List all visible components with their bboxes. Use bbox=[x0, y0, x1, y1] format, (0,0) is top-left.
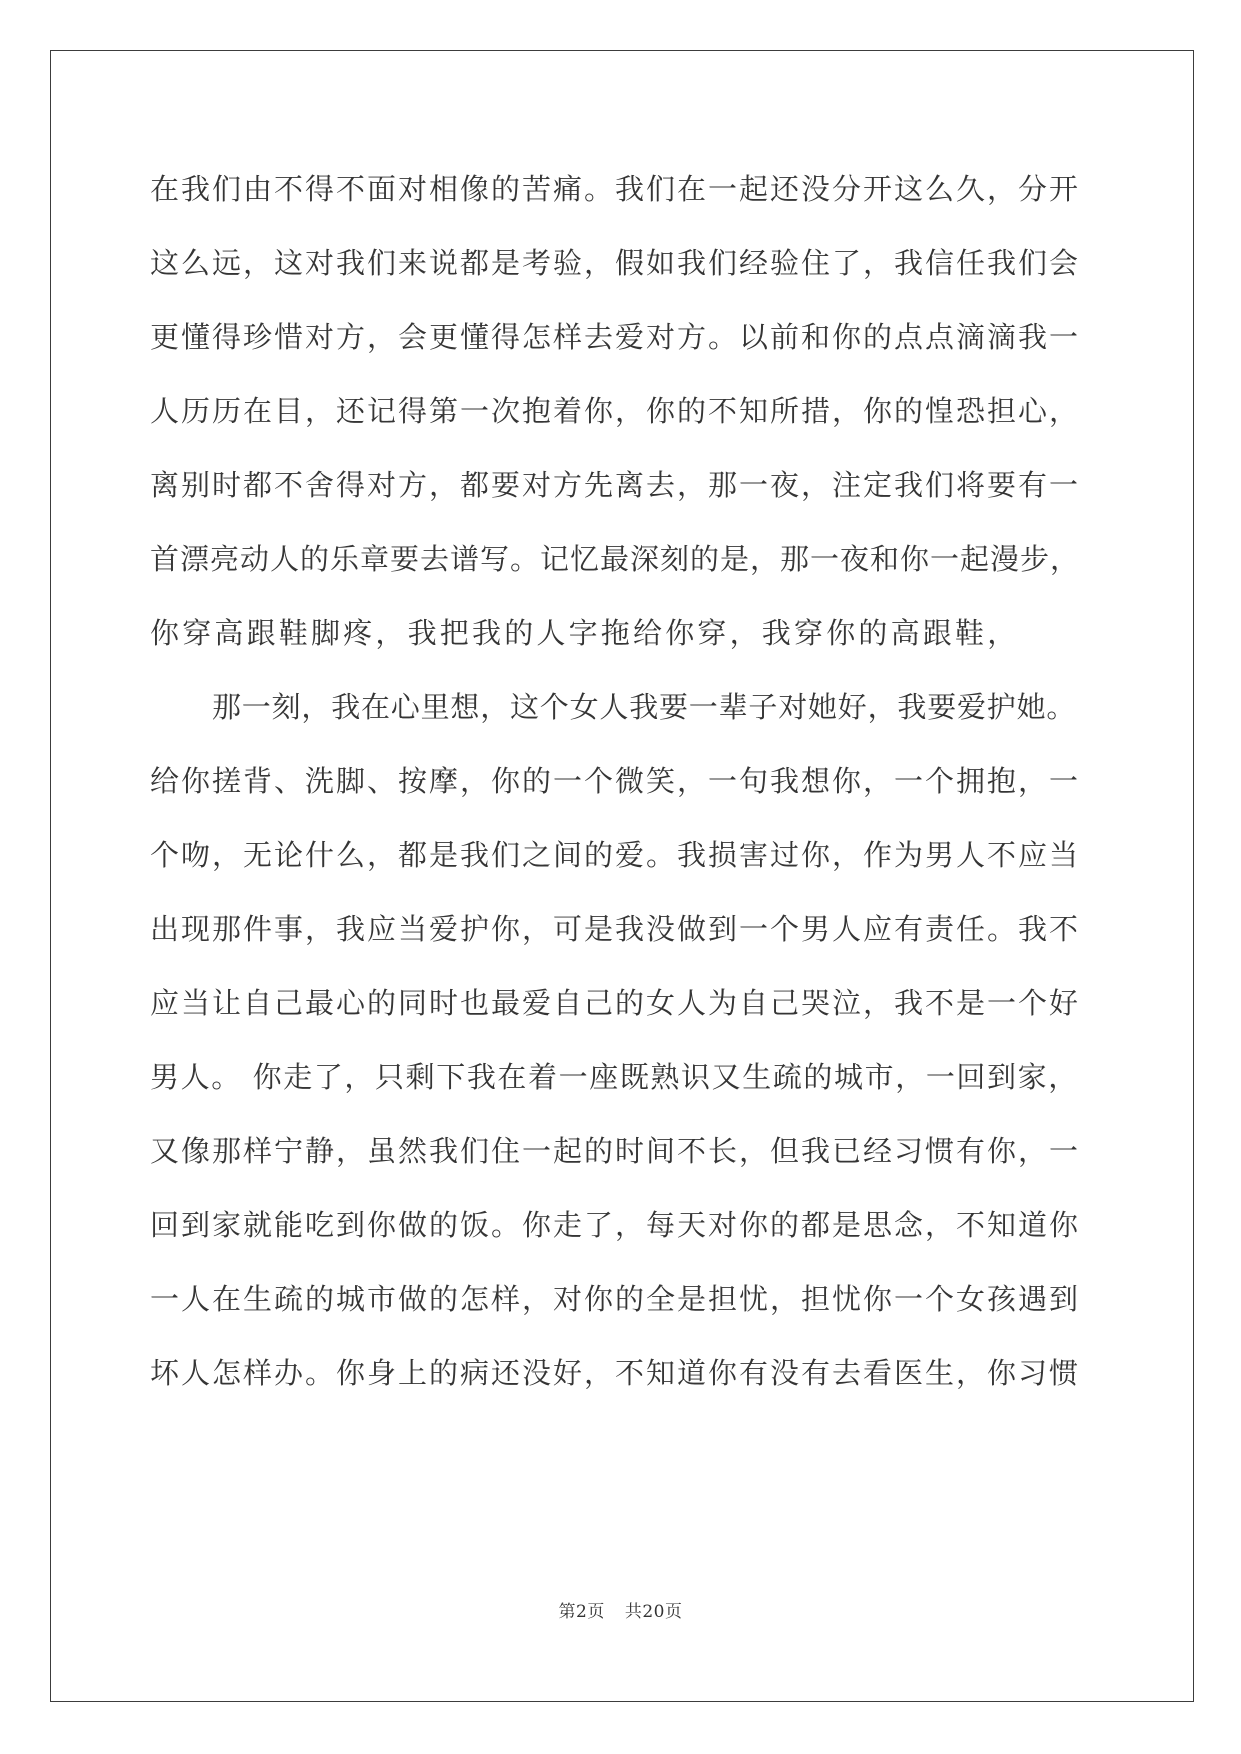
text-line: 坏人怎样办。你身上的病还没好，不知道你有没有去看医生，你习惯 bbox=[150, 1356, 1081, 1390]
text-line: 回到家就能吃到你做的饭。你走了，每天对你的都是思念，不知道你 bbox=[150, 1208, 1081, 1242]
text-line: 出现那件事，我应当爱护你，可是我没做到一个男人应有责任。我不 bbox=[150, 912, 1081, 946]
text-line: 个吻，无论什么，都是我们之间的爱。我损害过你，作为男人不应当 bbox=[150, 838, 1081, 872]
text-line: 给你搓背、洗脚、按摩，你的一个微笑，一句我想你，一个拥抱，一 bbox=[150, 764, 1081, 798]
text-line: 应当让自己最心的同时也最爱自己的女人为自己哭泣，我不是一个好 bbox=[150, 986, 1081, 1020]
text-line: 那一刻，我在心里想，这个女人我要一辈子对她好，我要爱护她。 bbox=[212, 690, 1077, 724]
text-line: 更懂得珍惜对方，会更懂得怎样去爱对方。以前和你的点点滴滴我一 bbox=[150, 320, 1081, 354]
text-line: 你穿高跟鞋脚疼，我把我的人字拖给你穿，我穿你的高跟鞋， bbox=[150, 616, 1020, 650]
page-number: 第2页 bbox=[558, 1602, 605, 1622]
text-line: 人历历在目，还记得第一次抱着你，你的不知所措，你的惶恐担心， bbox=[150, 394, 1081, 428]
text-line: 男人。 你走了，只剩下我在着一座既熟识又生疏的城市，一回到家， bbox=[150, 1060, 1079, 1094]
text-line: 这么远，这对我们来说都是考验，假如我们经验住了，我信任我们会 bbox=[150, 246, 1081, 280]
text-line: 首漂亮动人的乐章要去谱写。记忆最深刻的是，那一夜和你一起漫步， bbox=[150, 542, 1081, 576]
text-line: 一人在生疏的城市做的怎样，对你的全是担忧，担忧你一个女孩遇到 bbox=[150, 1282, 1081, 1316]
text-line: 在我们由不得不面对相像的苦痛。我们在一起还没分开这么久，分开 bbox=[150, 172, 1081, 206]
text-line: 离别时都不舍得对方，都要对方先离去，那一夜，注定我们将要有一 bbox=[150, 468, 1081, 502]
document-body bbox=[150, 152, 1080, 1410]
text-line: 又像那样宁静，虽然我们住一起的时间不长，但我已经习惯有你，一 bbox=[150, 1134, 1081, 1168]
page-footer bbox=[0, 1597, 1241, 1622]
page-total: 共20页 bbox=[624, 1602, 683, 1622]
